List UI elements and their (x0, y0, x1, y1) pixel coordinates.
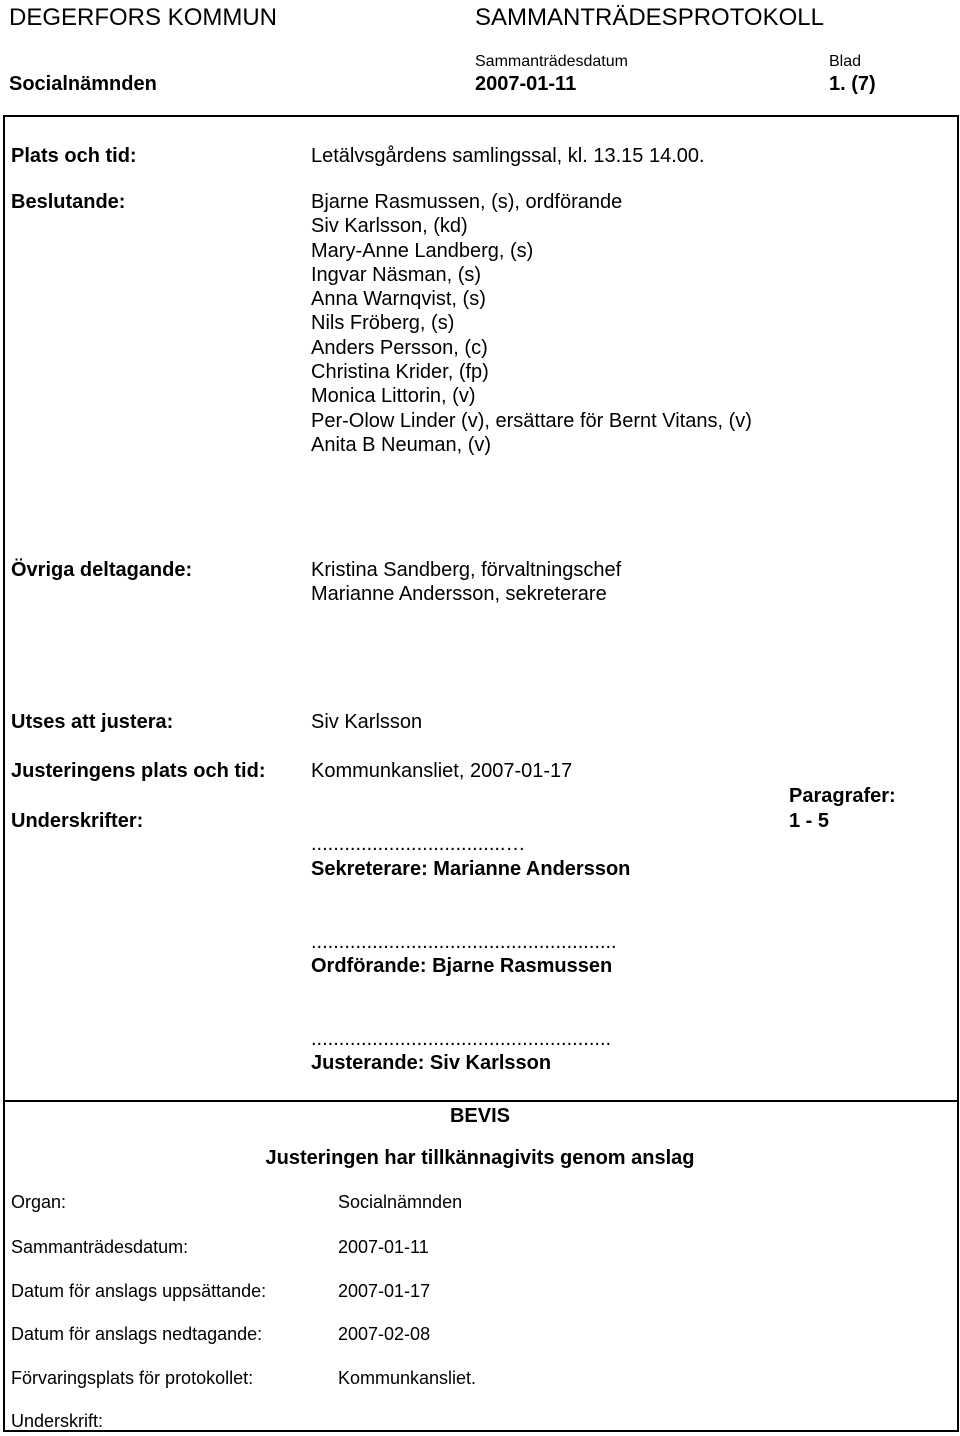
document-type: SAMMANTRÄDESPROTOKOLL (475, 4, 824, 31)
adjust-place-value: Kommunkansliet, 2007-01-17 (311, 760, 573, 782)
signatures-label: Underskrifter: (11, 810, 144, 832)
committee-name: Socialnämnden (9, 73, 157, 95)
member-line: Ingvar Näsman, (s) (311, 263, 482, 286)
signature-line-secretary: ...................................… (311, 833, 526, 855)
signature-name-adjuster: Justerande: Siv Karlsson (311, 1052, 552, 1074)
certificate-subtitle: Justeringen har tillkännagivits genom anslag (265, 1147, 695, 1169)
participant-line: Marianne Andersson, sekreterare (311, 583, 607, 606)
meeting-date-label: Sammanträdesdatum (475, 53, 628, 70)
member-line: Christina Krider, (fp) (311, 361, 489, 384)
signature-name-secretary: Sekreterare: Marianne Andersson (311, 858, 631, 880)
municipality-name: DEGERFORS KOMMUN (9, 4, 278, 31)
paragraphs-value: 1 - 5 (789, 810, 830, 832)
certificate-row-label: Organ: (11, 1192, 67, 1212)
member-line: Per-Olow Linder (v), ersättare för Bernt Vitans, (v) (311, 409, 752, 432)
member-line: Nils Fröberg, (s) (311, 312, 455, 335)
certificate-row-value: 2007-02-08 (338, 1324, 431, 1344)
certificate-row-value: Socialnämnden (338, 1192, 463, 1212)
frame-top-border (3, 115, 959, 117)
other-participants-label: Övriga deltagande: (11, 559, 193, 581)
frame-left-border (3, 115, 5, 1432)
paragraphs-label: Paragrafer: (789, 785, 896, 807)
member-line: Monica Littorin, (v) (311, 385, 476, 408)
member-line: Mary-Anne Landberg, (s) (311, 239, 534, 262)
adjuster-value: Siv Karlsson (311, 711, 423, 733)
member-line: Anders Persson, (c) (311, 336, 488, 359)
place-value: Letälvsgårdens samlingssal, kl. 13.15 14.00. (311, 145, 705, 167)
certificate-row-value: 2007-01-11 (338, 1237, 429, 1257)
participant-line: Kristina Sandberg, förvaltningschef (311, 559, 622, 581)
certificate-row-label: Datum för anslags nedtagande: (11, 1324, 263, 1344)
signature-name-chair: Ordförande: Bjarne Rasmussen (311, 955, 613, 977)
certificate-row-label: Sammanträdesdatum: (11, 1237, 189, 1257)
deciding-members-list (311, 190, 752, 457)
certificate-divider (3, 1100, 959, 1102)
certificate-title: BEVIS (449, 1105, 511, 1127)
certificate-row-label: Förvaringsplats för protokollet: (11, 1368, 254, 1388)
member-line: Bjarne Rasmussen, (s), ordförande (311, 191, 623, 213)
other-participants-list (311, 558, 621, 607)
certificate-row-label: Datum för anslags uppsättande: (11, 1281, 267, 1301)
page-number: 1. (7) (829, 73, 876, 95)
place-label: Plats och tid: (11, 145, 137, 167)
certificate-row-value: 2007-01-17 (338, 1281, 431, 1301)
frame-bottom-border (3, 1430, 959, 1432)
signature-line-chair: ....................................................... (311, 931, 617, 953)
certificate-row-value: Kommunkansliet. (338, 1368, 477, 1388)
meeting-date: 2007-01-11 (475, 73, 577, 95)
page-label: Blad (829, 53, 862, 70)
adjuster-label: Utses att justera: (11, 711, 174, 733)
member-line: Anna Warnqvist, (s) (311, 288, 486, 311)
member-line: Anita B Neuman, (v) (311, 433, 492, 456)
certificate-signature-label: Underskrift: (11, 1411, 104, 1431)
deciding-label: Beslutande: (11, 191, 126, 213)
frame-right-border (957, 115, 959, 1432)
adjust-place-label: Justeringens plats och tid: (11, 760, 266, 782)
member-line: Siv Karlsson, (kd) (311, 215, 468, 238)
signature-line-adjuster: ...................................................... (311, 1028, 612, 1050)
